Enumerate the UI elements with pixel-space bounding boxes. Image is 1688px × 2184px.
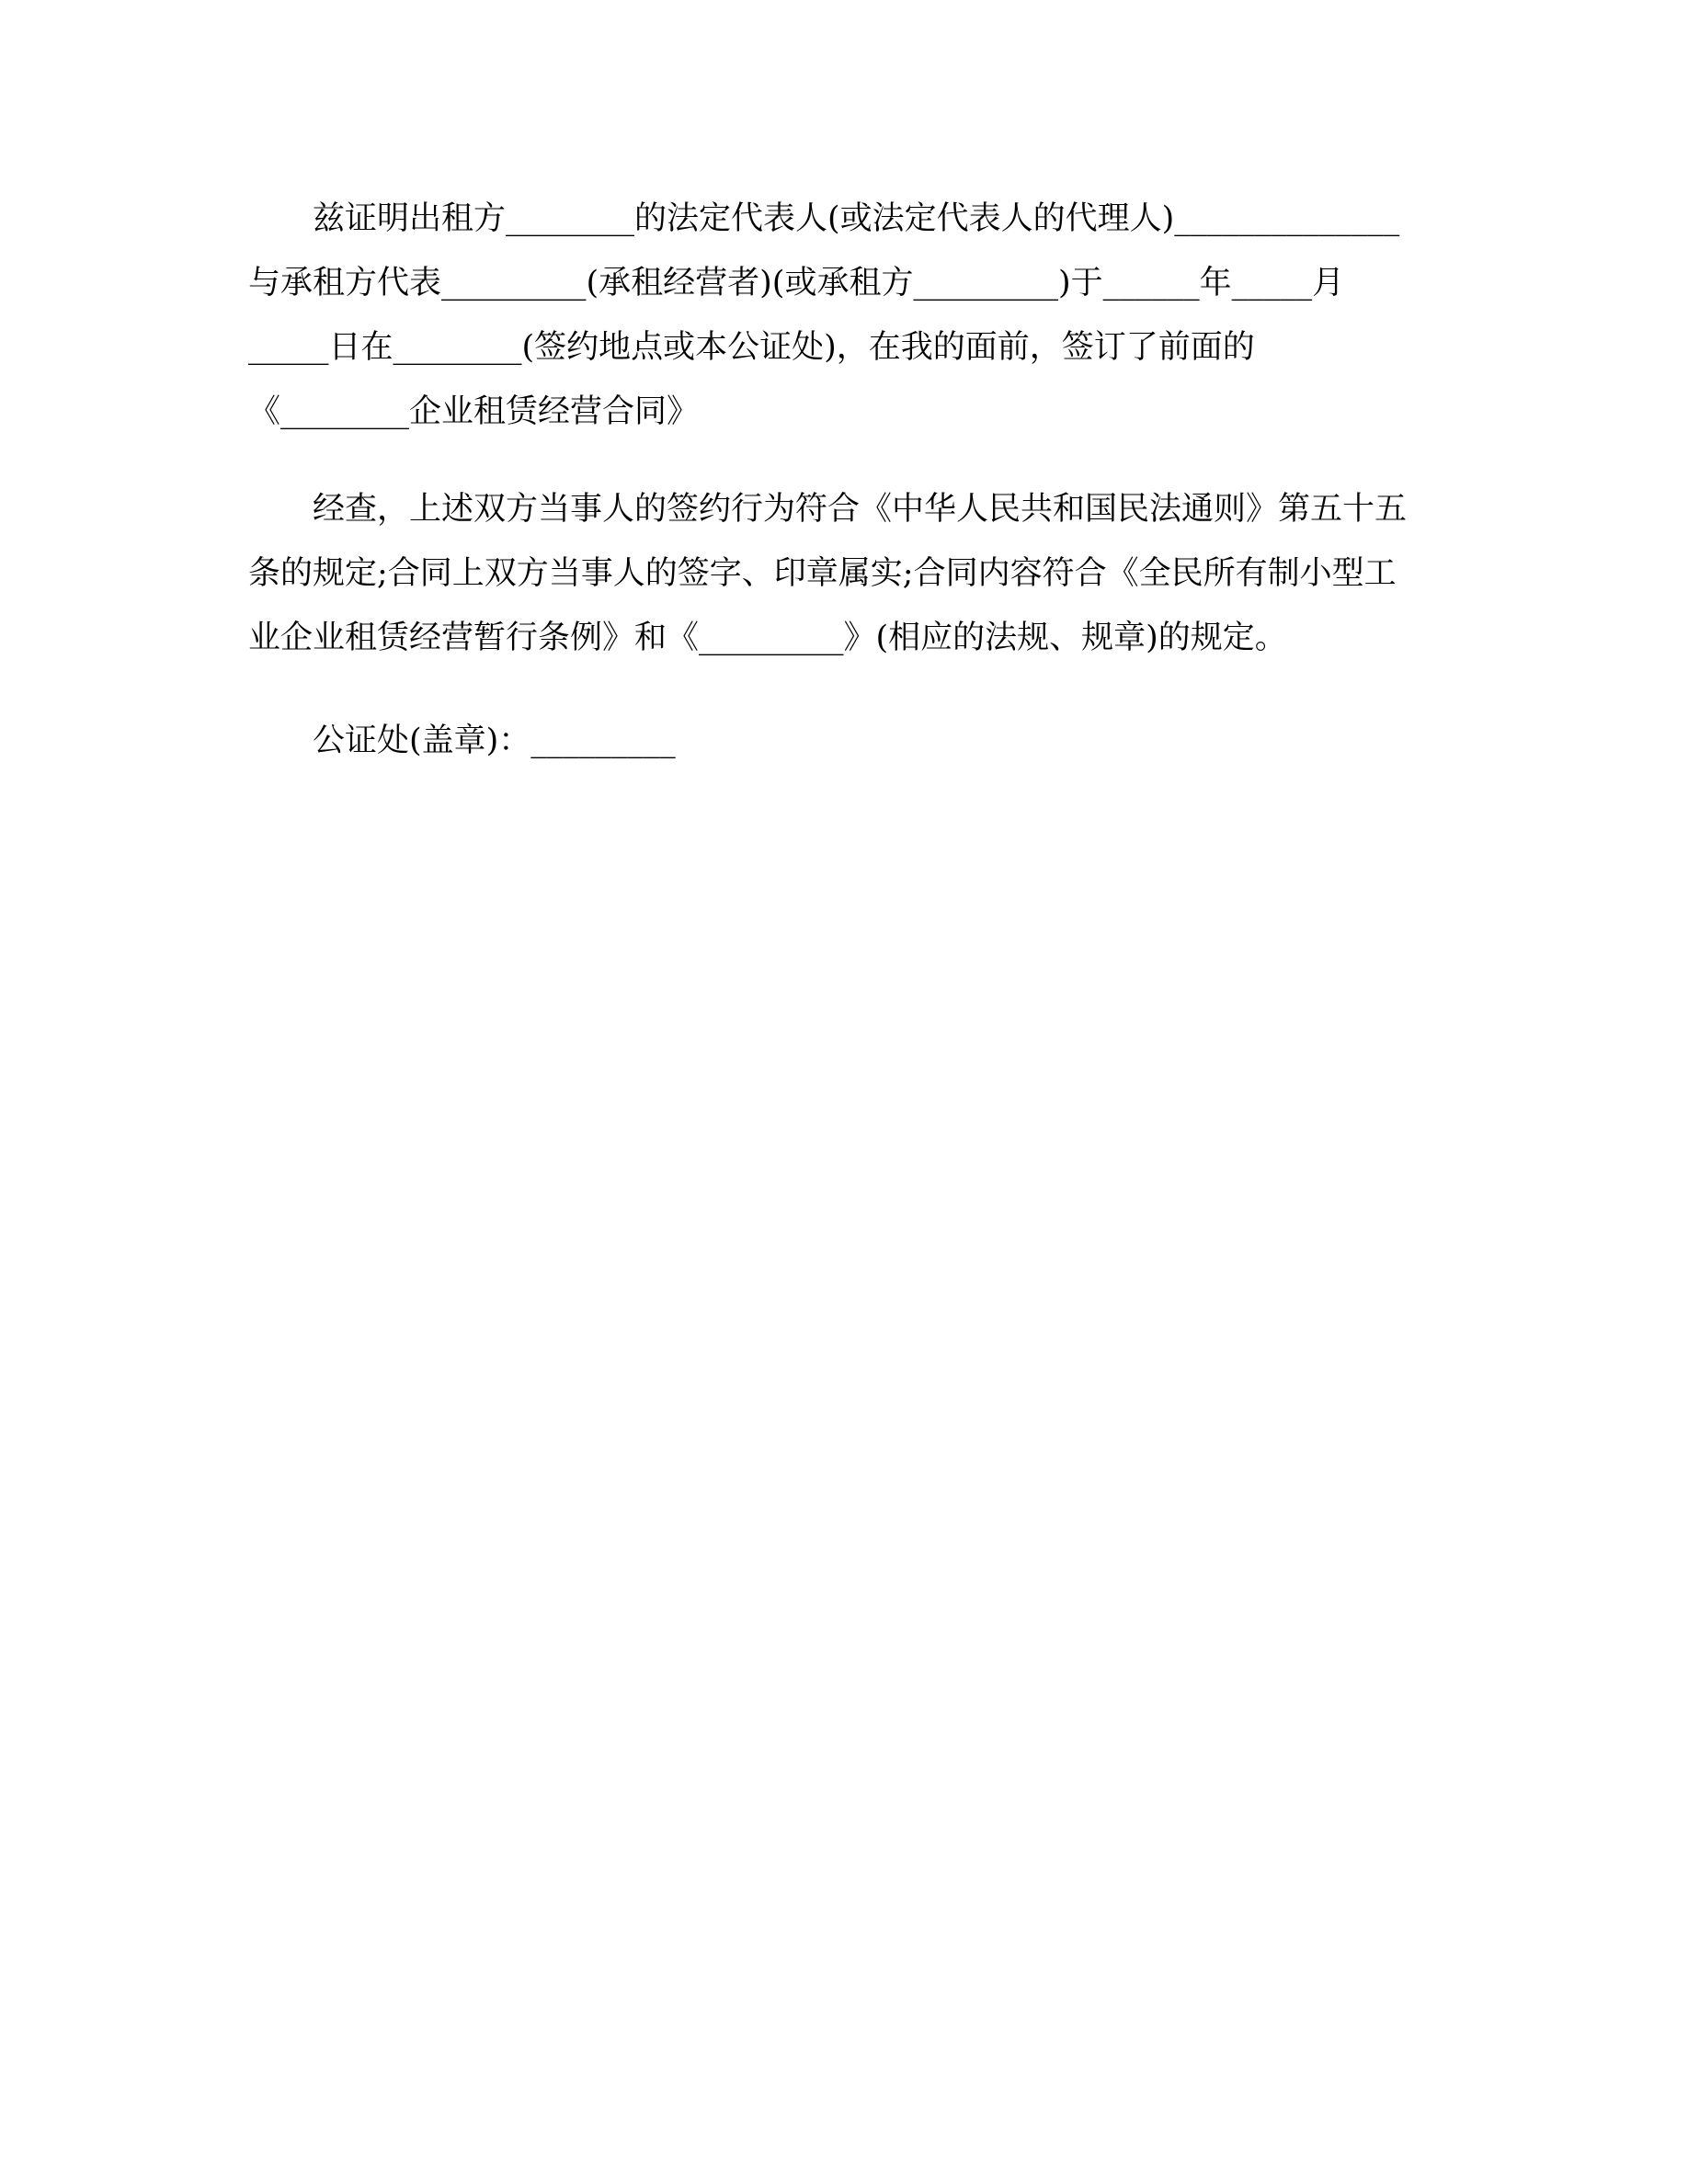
paragraph2-line1: 经查，上述双方当事人的签约行为符合《中华人民共和国民法通则》第五十五 (313, 491, 1408, 528)
paragraph2-line2: 条的规定;合同上双方当事人的签字、印章属实;合同内容符合《全民所有制小型工 (248, 555, 1397, 592)
paragraph1-line3: _____日在________(签约地点或本公证处)，在我的面前，签订了前面的 (248, 329, 1255, 366)
paragraph1-line2: 与承租方代表_________(承租经营者)(或承租方_________)于______年_____月 (248, 265, 1345, 301)
seal-line: 公证处(盖章)：_________ (313, 722, 676, 759)
paragraph2-line3: 业企业租赁经营暂行条例》和《_________》(相应的法规、规章)的规定。 (248, 620, 1287, 656)
paragraph1-line4: 《________企业租赁经营合同》 (248, 393, 700, 430)
paragraph1-line1: 兹证明出租方________的法定代表人(或法定代表人的代理人)______________ (313, 200, 1400, 237)
